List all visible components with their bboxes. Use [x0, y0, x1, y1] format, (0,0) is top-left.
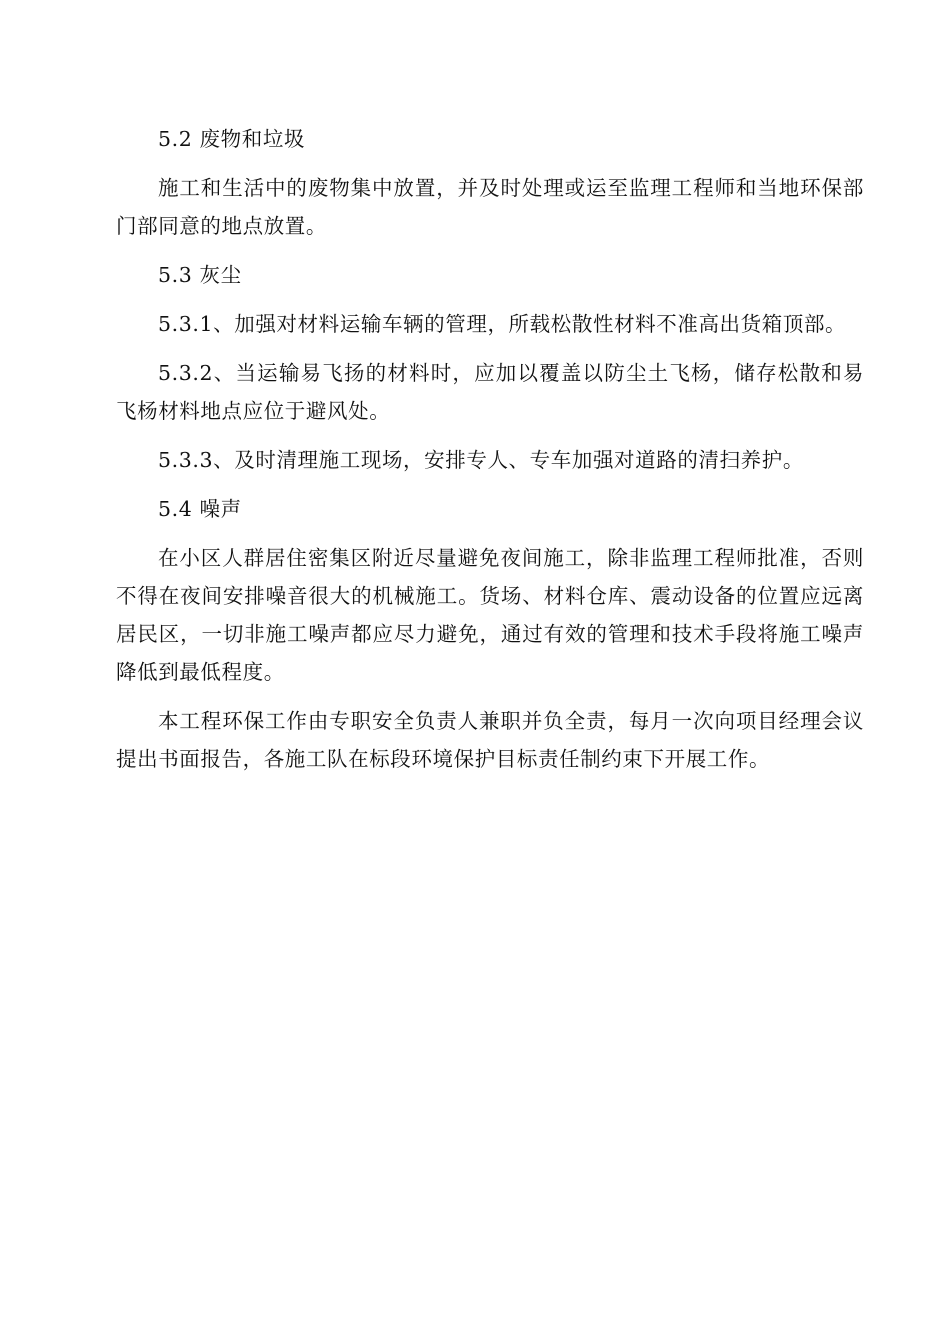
section-heading-5-3: 5.3 灰尘	[158, 263, 242, 287]
paragraph-5-3-3: 5.3.3、及时清理施工现场，安排专人、专车加强对道路的清扫养护。	[158, 448, 804, 472]
section-heading-5-2: 5.2 废物和垃圾	[158, 127, 306, 151]
paragraph-responsibility: 本工程环保工作由专职安全负责人兼职并负全责，每月一次向项目经理会议提出书面报告，各施工队在标段环境保护目标责任制约束下开展工作。	[116, 709, 864, 771]
paragraph-waste: 施工和生活中的废物集中放置，并及时处理或运至监理工程师和当地环保部门部同意的地点放置。	[116, 176, 864, 238]
paragraph-5-3-2: 5.3.2、当运输易飞扬的材料时，应加以覆盖以防尘土飞杨，储存松散和易飞杨材料地点应位于避风处。	[116, 361, 864, 423]
document-body	[116, 120, 864, 789]
paragraph-5-3-1: 5.3.1、加强对材料运输车辆的管理，所载松散性材料不准高出货箱顶部。	[158, 312, 847, 336]
paragraph-noise: 在小区人群居住密集区附近尽量避免夜间施工，除非监理工程师批准，否则不得在夜间安排噪音很大的机械施工。货场、材料仓库、震动设备的位置应远离居民区，一切非施工噪声都应尽力避免，通过有效的管理和技术手段将施工噪声降低到最低程度。	[116, 546, 864, 684]
section-heading-5-4: 5.4 噪声	[158, 497, 242, 521]
